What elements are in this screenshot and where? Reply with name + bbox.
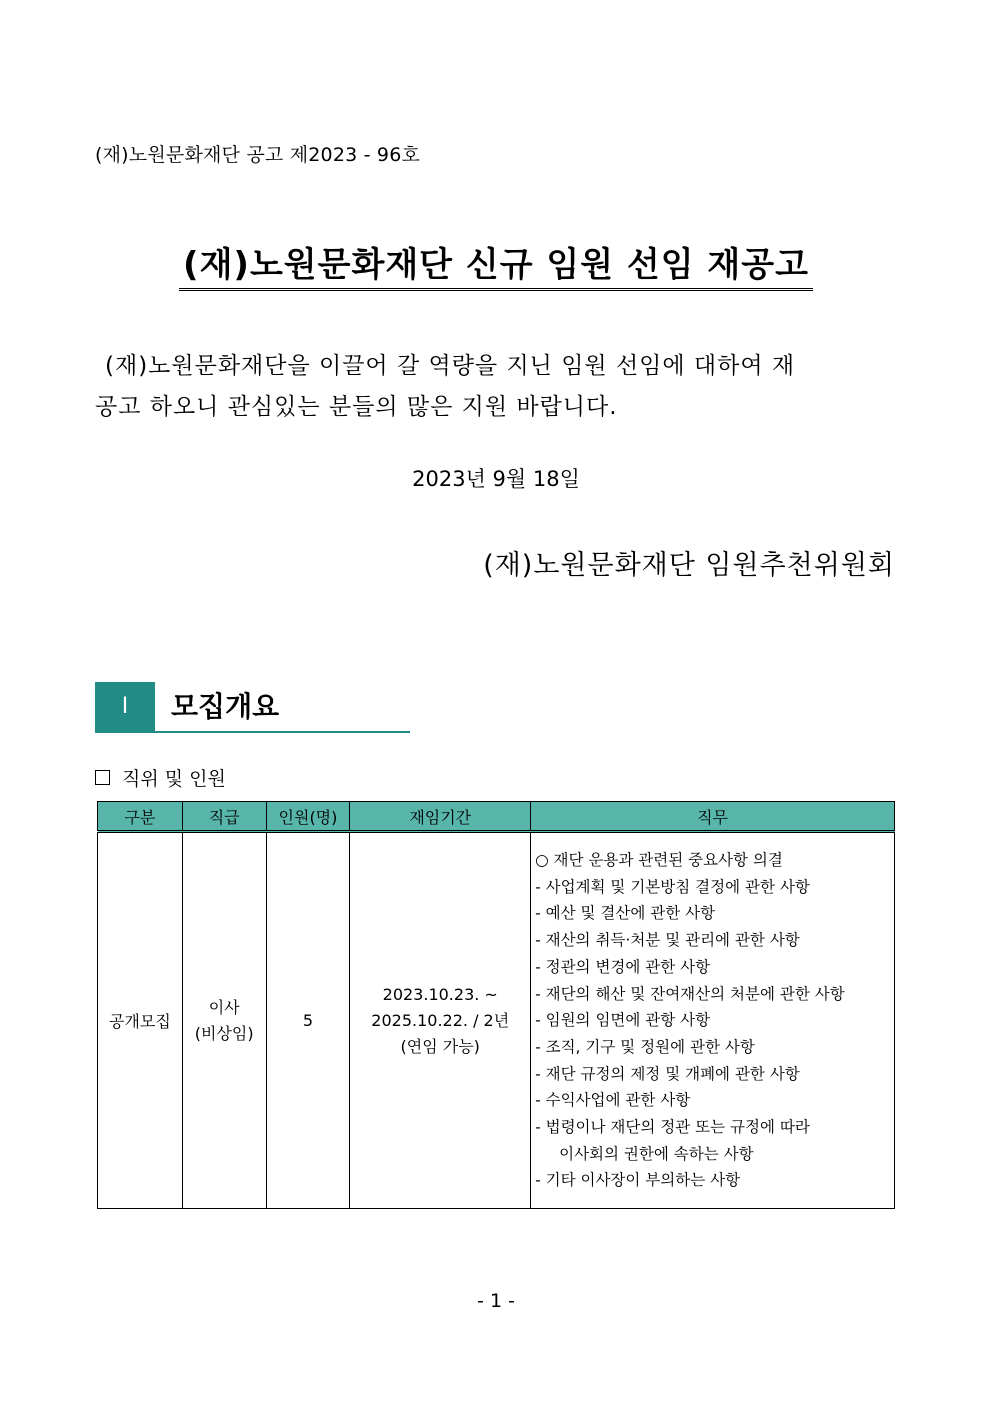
intro-line-1: (재)노원문화재단을 이끌어 갈 역량을 지닌 임원 선임에 대하여 재 — [105, 353, 796, 379]
section-number: Ⅰ — [95, 682, 155, 731]
position-table — [97, 801, 895, 1209]
document-title: (재)노원문화재단 신규 임원 선임 재공고 — [179, 244, 813, 291]
duty-item: - 임원의 임면에 관항 사항 — [535, 1011, 711, 1030]
duty-item: - 조직, 기구 및 정원에 관한 사항 — [535, 1037, 755, 1056]
subsection-heading — [95, 764, 226, 791]
duty-item: - 재단의 해산 및 잔여재산의 처분에 관한 사항 — [535, 984, 845, 1003]
rank-line-2: (비상임) — [194, 1023, 254, 1043]
duty-item: - 예산 및 결산에 관한 사항 — [535, 904, 716, 923]
header-count: 인원(명) — [266, 802, 350, 832]
table-header-row — [98, 802, 895, 832]
notice-number: (재)노원문화재단 공고 제2023 - 96호 — [95, 144, 421, 166]
document-title-wrap — [0, 244, 992, 291]
duty-item: - 수익사업에 관한 사항 — [535, 1091, 691, 1110]
cell-category: 공개모집 — [98, 832, 183, 1209]
cell-duties — [531, 832, 895, 1209]
issuer: (재)노원문화재단 임원추천위원회 — [483, 550, 895, 581]
page-number: - 1 - — [477, 1290, 515, 1312]
intro-paragraph — [95, 346, 895, 428]
duty-heading: ○ 재단 운용과 관련된 중요사항 의결 — [535, 851, 783, 869]
duty-item: - 재단 규정의 제정 및 개폐에 관한 사항 — [535, 1064, 800, 1083]
term-line-2: 2025.10.22. / 2년 — [371, 1010, 510, 1030]
duty-item: - 기타 이사장이 부의하는 사항 — [535, 1171, 741, 1190]
duty-item: - 정관의 변경에 관한 사항 — [535, 957, 711, 976]
cell-count: 5 — [266, 832, 350, 1209]
intro-line-2: 공고 하오니 관심있는 분들의 많은 지원 바랍니다. — [95, 394, 618, 420]
duty-item-continuation: 이사회의 권한에 속하는 사항 — [559, 1144, 754, 1163]
duty-item: - 법령이나 재단의 정관 또는 규정에 따라 — [535, 1118, 810, 1137]
duty-item: - 사업계획 및 기본방침 결정에 관한 사항 — [535, 877, 810, 896]
rank-line-1: 이사 — [208, 997, 240, 1017]
term-line-1: 2023.10.23. ~ — [382, 984, 498, 1004]
duty-item: - 재산의 취득·처분 및 관리에 관한 사항 — [535, 931, 800, 950]
announcement-date: 2023년 9월 18일 — [412, 467, 580, 491]
checkbox-square-icon — [95, 770, 110, 785]
section-header — [95, 682, 410, 734]
table-row — [98, 832, 895, 1209]
header-duties: 직무 — [531, 802, 895, 832]
cell-rank — [182, 832, 266, 1209]
term-line-3: (연임 가능) — [400, 1036, 480, 1056]
section-title: 모집개요 — [171, 690, 280, 723]
header-rank: 직급 — [182, 802, 266, 832]
header-term: 재임기간 — [350, 802, 531, 832]
subsection-title: 직위 및 인원 — [122, 768, 226, 790]
section-underline — [95, 731, 410, 733]
cell-term — [350, 832, 531, 1209]
header-category: 구분 — [98, 802, 183, 832]
